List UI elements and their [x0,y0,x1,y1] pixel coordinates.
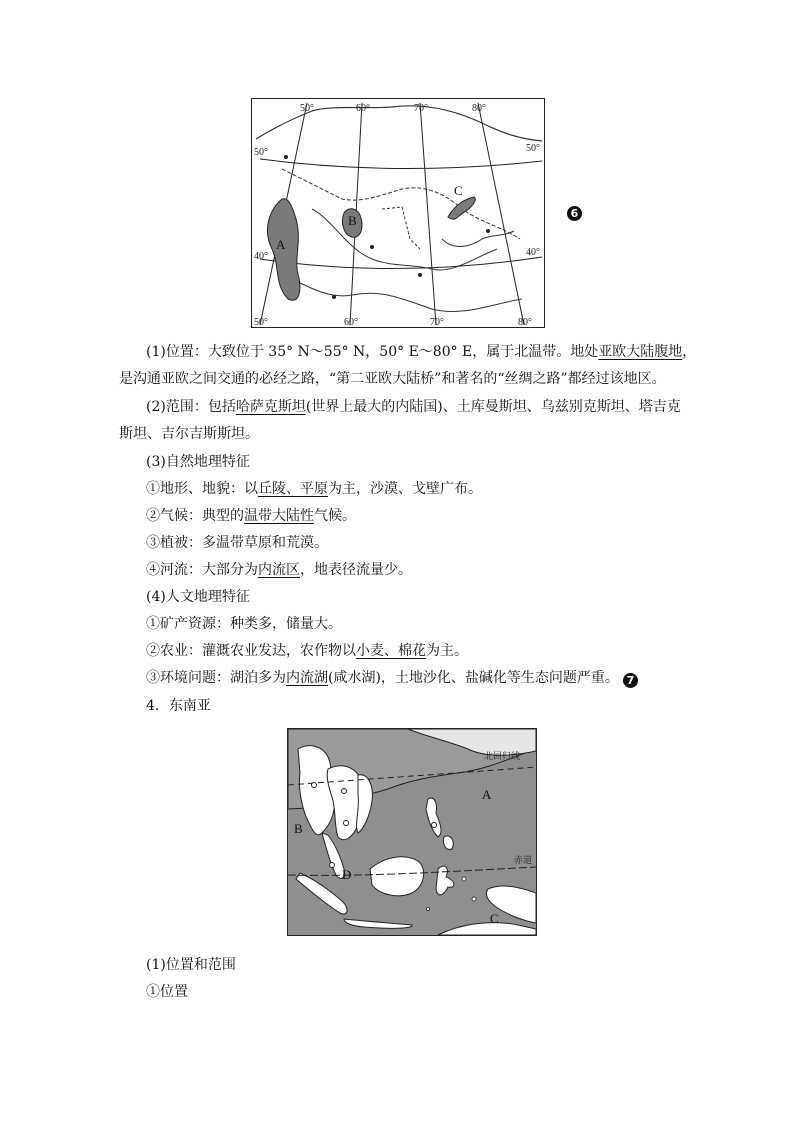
paragraph-position-cont: 是沟通亚欧之间交通的必经之路，“第二亚欧大陆桥”和著名的“丝绸之路”都经过该地区。 [119,371,666,387]
lon-label-bottom-60: 60° [344,317,358,327]
lon-label-bottom-70: 70° [430,317,444,327]
figure-marker-7: 7 [623,673,638,688]
region-label-d: D [342,867,352,882]
lon-label-top-60: 60° [356,103,370,114]
region-label-b: B [294,821,303,836]
heading-human-features: (4)人文地理特征 [146,589,250,605]
section-title-southeast-asia: 4．东南亚 [146,698,211,714]
region-label-a: A [276,237,286,252]
equator-label: 赤道 [514,855,533,865]
paragraph-scope-cont: 斯坦、吉尔吉斯斯坦。 [119,426,259,442]
item-environment: ③环境问题：湖泊多为内流湖(咸水湖)，土地沙化、盐碱化等生态问题严重。 7 [146,668,638,688]
region-label-a: A [482,787,492,802]
heading-location-scope: (1)位置和范围 [146,957,236,973]
southeast-asia-map [287,728,537,936]
lon-label-bottom-80: 80° [518,317,532,327]
item-terrain: ①地形、地貌：以丘陵、平原为主，沙漠、戈壁广布。 [146,481,482,497]
region-label-c: C [454,183,463,198]
lon-label-top-80: 80° [472,103,486,114]
item-rivers: ④河流：大部分为内流区，地表径流量少。 [146,562,412,578]
central-asia-map-svg [252,99,544,327]
paragraph-position: (1)位置：大致位于 35° N～55° N，50° E～80° E，属于北温带。地处亚欧大陆腹地， [146,344,697,360]
lon-label-top-50: 50° [300,103,314,114]
figure-marker-6: 6 [567,206,582,221]
southeast-asia-map-svg [288,729,536,935]
tropic-label: 北回归线 [484,751,521,761]
heading-natural-features: (3)自然地理特征 [146,454,250,470]
lat-label-right-50: 50° [526,143,540,154]
lat-label-right-40: 40° [526,247,540,258]
region-label-c: C [490,911,499,926]
region-label-b: B [348,213,357,228]
item-minerals: ①矿产资源：种类多，储量大。 [146,616,342,632]
item-agriculture: ②农业：灌溉农业发达，农作物以小麦、棉花为主。 [146,643,468,659]
item-climate: ②气候：典型的温带大陆性气候。 [146,508,356,524]
lat-label-left-50: 50° [254,147,268,158]
paragraph-scope: (2)范围：包括哈萨克斯坦(世界上最大的内陆国)、土库曼斯坦、乌兹别克斯坦、塔吉克 [146,399,681,415]
item-vegetation: ③植被：多温带草原和荒漠。 [146,535,328,551]
lat-label-left-40: 40° [254,251,268,262]
lon-label-bottom-50: 50° [254,317,268,327]
item-location: ①位置 [146,984,188,1000]
lon-label-top-70: 70° [414,103,428,114]
central-asia-map [251,98,545,328]
